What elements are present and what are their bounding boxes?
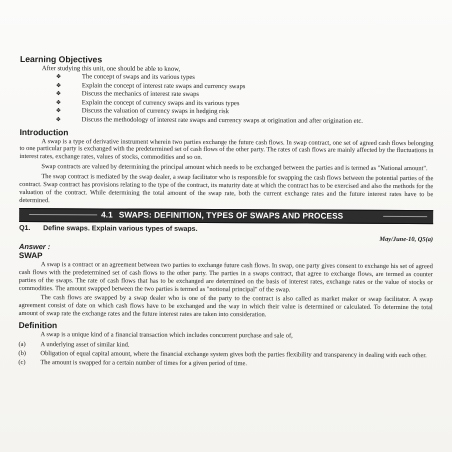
introduction-paragraph: Swap contracts are valued by determining the principal amount which needs to be exchanged between the parties and is termed as "National amount". bbox=[41, 163, 428, 173]
learning-objectives-list bbox=[20, 73, 434, 127]
answer-paragraph: A swap is a contract or an agreement between two parties to exchange future cash flows. In swap, one party gives consent to exchange his set of agreed cash flows with the predetermined set of cash flows to the other party. The parties in a swaps contract, that agree to exchange flows, are termed as counter parties of the swaps. The rate of cash flows that has to be exchanged are determined on the basis of interest rates, exchange rates or the value of stocks or commodities. The amount swapped between the two parties is termed as "notional principal" of the swap. bbox=[18, 260, 433, 293]
introduction-paragraph: The swap contract is mediated by the swap dealer, a swap facilitator who is responsible for swapping the cash flows between the potential parties of the contract. Swap contract has provisions relating to the type of the contract, its maturity date at which the contract has to be exercised and also the methods for the valuation of the contract. While determining the total amount of the swap rate, both the current exchange rates and the future interest rates have to be determined. bbox=[19, 173, 434, 205]
introduction-title: Introduction bbox=[19, 126, 69, 137]
answer-label: Answer : bbox=[18, 241, 51, 251]
banner-rule-right bbox=[383, 216, 427, 217]
question-number: Q1. bbox=[19, 224, 31, 232]
learning-objectives-intro: After studying this unit, one should be able to know, bbox=[41, 65, 181, 73]
diamond-bullet-icon: ❖ bbox=[55, 117, 62, 124]
list-item: (b) Obligation of equal capital amount, where the financial exchange system gives both the parties flexibility and transparency in dealing with each other. bbox=[18, 349, 427, 360]
introduction-paragraph: A swap is a type of derivative instrument wherein two parties exchange the future cash flows. In swap contract, one set of agreed cash flows belonging to one particular party is exchanged with the predetermined set of cash flows of the other party. The rates of cash flows are mainly affected by the fluctuations in interest rates, exchange rates, values of stocks, commodities and so on. bbox=[19, 137, 434, 162]
list-item: ❖ Explain the concept of interest rate swaps and currency swaps bbox=[55, 81, 246, 90]
diamond-bullet-icon: ❖ bbox=[55, 99, 62, 106]
list-item: (a) A underlying asset of similar kind. bbox=[18, 341, 130, 349]
list-item: (c) The amount is swapped for a certain number of times for a given period of time. bbox=[18, 358, 248, 368]
exam-reference: May/June-10, Q5(a) bbox=[379, 235, 434, 243]
list-item: ❖ The concept of swaps and its various types bbox=[55, 73, 195, 81]
learning-objectives-title: Learning Objectives bbox=[19, 54, 103, 65]
list-item: ❖ Discuss the valuation of currency swaps in hedging risk bbox=[55, 107, 229, 116]
question-text: Define swaps. Explain various types of swaps. bbox=[43, 224, 198, 233]
diamond-bullet-icon: ❖ bbox=[55, 74, 62, 81]
list-item: ❖ Discuss the mechanics of interest rate swaps bbox=[55, 90, 199, 99]
definition-list bbox=[18, 341, 432, 369]
diamond-bullet-icon: ❖ bbox=[55, 108, 62, 115]
section-number: 4.1 bbox=[101, 210, 113, 220]
answer-paragraph: The cash flows are swapped by a swap dealer who is one of the party to the contract is also called as market maker or swap facilitator. A swap agreement consist of date on which cash flows have to be exchanged and the way in which their value is determined or calculated. To determine the total amount of swap rate the exchange rates and the future interest rates are taken into consideration. bbox=[18, 294, 433, 319]
question-row bbox=[19, 225, 433, 234]
banner-rule-left bbox=[29, 214, 97, 215]
answer-heading: SWAP bbox=[18, 250, 43, 260]
section-banner bbox=[19, 208, 433, 224]
section-title: SWAPS: DEFINITION, TYPES OF SWAPS AND PROCESS bbox=[118, 210, 344, 221]
definition-intro: A swap is a unique kind of a financial transaction which includes concurrent purchase and sale of, bbox=[40, 331, 293, 340]
list-item: ❖ Discuss the methodology of interest rate swaps and currency swaps at origination and after origination etc. bbox=[55, 116, 363, 125]
list-item: ❖ Explain the concept of currency swaps and its various types bbox=[55, 99, 240, 107]
diamond-bullet-icon: ❖ bbox=[55, 91, 62, 98]
definition-title: Definition bbox=[18, 320, 58, 331]
diamond-bullet-icon: ❖ bbox=[55, 82, 62, 89]
page-content bbox=[18, 54, 434, 370]
